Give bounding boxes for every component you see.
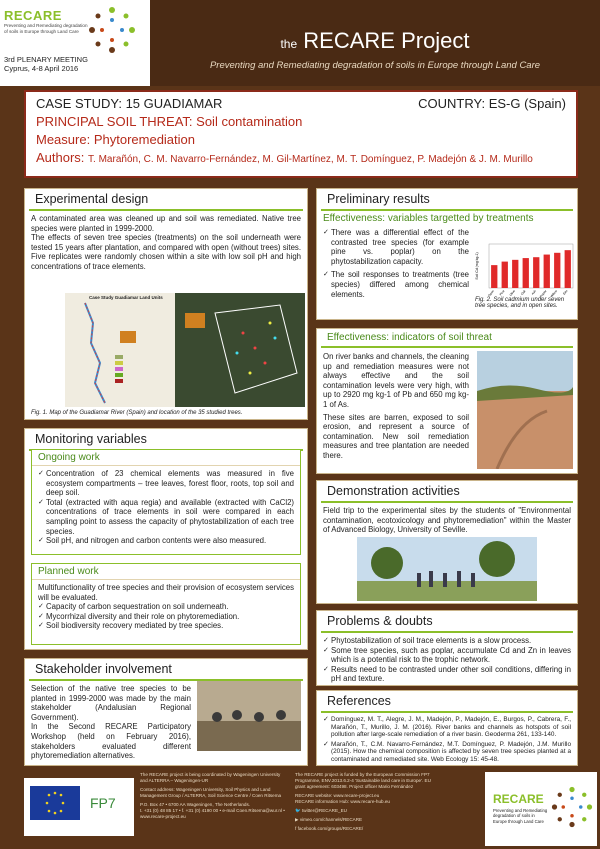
section-title: Stakeholder involvement bbox=[29, 659, 303, 681]
tick-label: Elm bbox=[562, 289, 569, 296]
twitter-text: twitter@RECARE_EU bbox=[302, 808, 347, 813]
hub-link[interactable]: RECARE information Hub: www.recare-hub.eu bbox=[295, 799, 390, 804]
tick-label: Willow bbox=[549, 289, 559, 299]
phone-text: t. +31 (0) 48 85 17 • f. +31 (0) 4190 00 • e-mail Coen.Ritsema@wur.nl • www.recare-project.eu bbox=[140, 808, 285, 819]
country-label: COUNTRY: ES-G (Spain) bbox=[418, 96, 566, 111]
paragraph: These sites are barren, exposed to soil erosion, and represent a source of contamination. New soil remediation measures and tree plantation are needed there. bbox=[323, 412, 469, 460]
section-title: Preliminary results bbox=[321, 189, 573, 211]
bar bbox=[565, 250, 571, 288]
list-item: ✓ Soil pH, and nitrogen and carbon contents were also measured. bbox=[38, 536, 294, 546]
bar bbox=[512, 260, 518, 288]
soil-threat bbox=[36, 114, 566, 129]
list-item: ✓ Results need to be contrasted under other soil conditions, differing in pH and texture. bbox=[323, 665, 571, 684]
experimental-design-panel bbox=[24, 188, 308, 420]
figure-caption: Fig. 1. Map of the Guadiamar River (Spain) and location of the 35 studied trees. bbox=[31, 410, 243, 416]
tick-label: Poplar bbox=[538, 289, 548, 299]
meeting-info bbox=[4, 55, 88, 73]
bar bbox=[533, 257, 539, 288]
vimeo-text: vimeo.com/channels/RECARE bbox=[299, 817, 363, 822]
footer-brand: RECARE bbox=[493, 792, 544, 806]
tick-label: Open bbox=[487, 289, 496, 298]
measure-value: Phytoremediation bbox=[93, 132, 195, 147]
meeting-place: Cyprus, 4-8 April 2016 bbox=[4, 64, 79, 73]
list-item: ✓ There was a differential effect of the contrasted tree species (for example pine vs. poplar) on the phytostabilization capacity. bbox=[323, 228, 469, 266]
workshop-photo bbox=[197, 681, 301, 751]
threat-label: PRINCIPAL SOIL THREAT: bbox=[36, 114, 193, 129]
tick-label: Pine bbox=[498, 289, 506, 297]
paragraph: A contaminated area was cleaned up and soil was remediated. Native tree species were planted in 1999-2000. bbox=[31, 214, 301, 233]
list-item: ✓ Phytostabilization of soil trace elements is a slow process. bbox=[323, 636, 571, 646]
stakeholder-panel bbox=[24, 658, 308, 766]
bar bbox=[491, 265, 497, 288]
poster-title bbox=[150, 28, 600, 54]
cadmium-bar-chart bbox=[475, 240, 575, 306]
subsection-title: Effectiveness: variables targetted by treatments bbox=[323, 213, 534, 224]
monitoring-panel bbox=[24, 428, 308, 650]
list-item: ✓ Soil biodiversity recovery mediated by tree species. bbox=[38, 621, 294, 631]
footer-logo bbox=[485, 772, 597, 846]
tick-label: Olive bbox=[508, 289, 517, 297]
section-title: Effectiveness: indicators of soil threat bbox=[321, 329, 573, 348]
indicators-panel bbox=[316, 328, 578, 474]
case-study-title: CASE STUDY: 15 GUADIAMAR bbox=[36, 96, 223, 111]
authors-label: Authors: bbox=[36, 150, 85, 165]
y-axis-label: Soil Cd (mg kg-1) bbox=[475, 252, 479, 280]
references-panel bbox=[316, 690, 578, 766]
paragraph: In the Second RECARE Participatory Workshop (held on February 2016), stakeholders evaluated different phytoremediation alternatives. bbox=[31, 722, 191, 761]
authors-list: T. Marañón, C. M. Navarro-Fernández, M. Gil-Martínez, M. T. Domínguez, P. Madejón & J. M. Murillo bbox=[88, 154, 533, 165]
section-title: References bbox=[321, 691, 573, 713]
tick-label: Ash bbox=[530, 289, 538, 296]
recare-logo-icon bbox=[88, 6, 136, 54]
bar bbox=[544, 255, 550, 288]
poster-subtitle: Preventing and Remediating degradation of soils in Europe through Land Care bbox=[209, 60, 541, 71]
list-item: ✓ Concentration of 23 chemical elements was measured in five ecosystem compartments – tree leaves, forest floor, roots, top soil and deep soil. bbox=[38, 469, 294, 498]
funding-text: The RECARE project is funded by the European Commission FP7 Programme, ENV.2013.6.2-4 'Sustainable land care in Europe'. EU grant agreement: 603498. Project officer Mario Fernández bbox=[295, 772, 431, 789]
subsection-title: Ongoing work bbox=[32, 450, 300, 466]
contact-text: Contact address: Wageningen University, Soil Physics and Land Management Group / ALTERRA, Soil Science Centre / Coen Ritsema bbox=[140, 787, 282, 798]
reference-item: ✓ Domínguez, M. T., Alegre, J. M., Madejón, P., Madejón, E., Burgos, P., Cabrera, F., Marañón, T., Murillo, J. M. (2016). River banks and channels as hotspots of soil pollution after large-scale remediation of a river basin. Geoderma 261, 133-140. bbox=[323, 716, 571, 739]
vimeo-link[interactable]: ▶ vimeo.com/channels/RECARE bbox=[295, 817, 363, 822]
bar bbox=[523, 258, 529, 288]
paragraph: Field trip to the experimental sites by the students of "Environmental contamination, ecotoxicology and phytoremediation" within the Master of Advanced Biology, University of Seville. bbox=[323, 506, 571, 535]
ongoing-work-panel bbox=[31, 449, 301, 555]
field-trip-photo bbox=[357, 537, 537, 601]
title-prefix: the bbox=[280, 37, 298, 51]
case-study-panel bbox=[24, 90, 578, 178]
brand-tagline: Preventing and Remediating degradation of soils in Europe through Land Care bbox=[4, 23, 88, 34]
list-item: ✓ Capacity of carbon sequestration on soil underneath. bbox=[38, 602, 294, 612]
paragraph: The effects of seven tree species (treatments) on the soil underneath were tested 15 years after plantation, and compared with open (without trees) sites. Five replicates were randomly chosen within a site with low soil pH and high concentrations of trace elements. bbox=[31, 233, 301, 271]
twitter-link[interactable]: 🐦 twitter@RECARE_EU bbox=[295, 808, 347, 813]
map-title: Case Study Guadiamar Land Units bbox=[89, 295, 163, 300]
list-item: ✓ Mycorrhizal diversity and their role on phytoremediation. bbox=[38, 612, 294, 622]
title-text: RECARE Project bbox=[303, 28, 470, 53]
list-item: ✓ The soil responses to treatments (tree species) differed among chemical elements. bbox=[323, 270, 469, 299]
footer-info bbox=[140, 772, 440, 848]
threat-value: Soil contamination bbox=[196, 114, 303, 129]
planned-work-panel bbox=[31, 563, 301, 645]
address-text: P.O. Box 47 • 6700 AA Wageningen, The Netherlands. bbox=[140, 802, 251, 807]
bar bbox=[554, 253, 560, 288]
website-link[interactable]: RECARE website: www.recare-project.eu bbox=[295, 793, 380, 798]
authors bbox=[36, 150, 566, 165]
coordination-text: The RECARE project is being coordinated by Wageningen University and ALTERRA – Wageningen-UR bbox=[140, 772, 281, 783]
footer-tag: Preventing and Remediating degradation of soils in Europe through Land Care bbox=[493, 808, 548, 824]
meeting-title: 3rd PLENARY MEETING bbox=[4, 55, 88, 64]
list-item: ✓ Total (extracted with aqua regia) and available (extracted with CaCl2) concentrations of trace elements in soil were compared in each sampling point to assess the capacity of phytostabilization of each tree species. bbox=[38, 498, 294, 536]
section-title: Monitoring variables bbox=[29, 429, 303, 451]
subsection-title: Planned work bbox=[32, 564, 300, 580]
title-banner bbox=[150, 0, 600, 86]
list-item: ✓ Some tree species, such as poplar, accumulate Cd and Zn in leaves which is a potential risk to the trophic network. bbox=[323, 646, 571, 665]
recare-logo-icon bbox=[551, 786, 593, 828]
eu-flag-icon bbox=[30, 786, 80, 820]
section-title: Demonstration activities bbox=[321, 481, 573, 503]
figure-caption: Fig. 2. Soil cadmium under seven tree species, and in open sites. bbox=[475, 297, 565, 309]
paragraph: Multifunctionality of tree species and their provision of ecosystem services will be evaluated. bbox=[38, 583, 294, 602]
fp7-logo-icon bbox=[86, 786, 130, 820]
section-title: Experimental design bbox=[29, 189, 303, 211]
section-title: Problems & doubts bbox=[321, 611, 573, 633]
bar bbox=[502, 262, 508, 288]
facebook-text: facebook.com/groups/RECARE/ bbox=[297, 826, 364, 831]
guadiamar-map bbox=[65, 293, 305, 407]
tick-label: Oak bbox=[519, 289, 527, 296]
svg-text:FP7: FP7 bbox=[90, 795, 116, 811]
demonstration-panel bbox=[316, 480, 578, 604]
paragraph: Selection of the native tree species to be planted in 1999-2000 was made by the main stakeholder (Andalusian Regional Government). bbox=[31, 684, 191, 722]
measure-label: Measure: bbox=[36, 132, 91, 147]
reference-item: ✓ Marañón, T., C.M. Navarro-Fernández, M.T. Domínguez, P. Madejón, J.M. Murillo (2015). How the chemical composition is affected by seven tree species planted at a contaminated and remediated site. Web Ecology 15: 45-48. bbox=[323, 741, 571, 764]
brand-logo-text: RECARE bbox=[4, 8, 62, 23]
facebook-link[interactable]: f facebook.com/groups/RECARE/ bbox=[295, 826, 364, 831]
river-bank-photo bbox=[477, 351, 573, 469]
eu-flag-panel bbox=[24, 778, 134, 836]
measure bbox=[36, 132, 566, 147]
problems-panel bbox=[316, 610, 578, 686]
paragraph: On river banks and channels, the cleaning up and remediation measures were not always effective and the soil contamination levels were very high, with up to 2920 mg kg-1 of Pb and 650 mg kg-1 of As. bbox=[323, 352, 469, 409]
